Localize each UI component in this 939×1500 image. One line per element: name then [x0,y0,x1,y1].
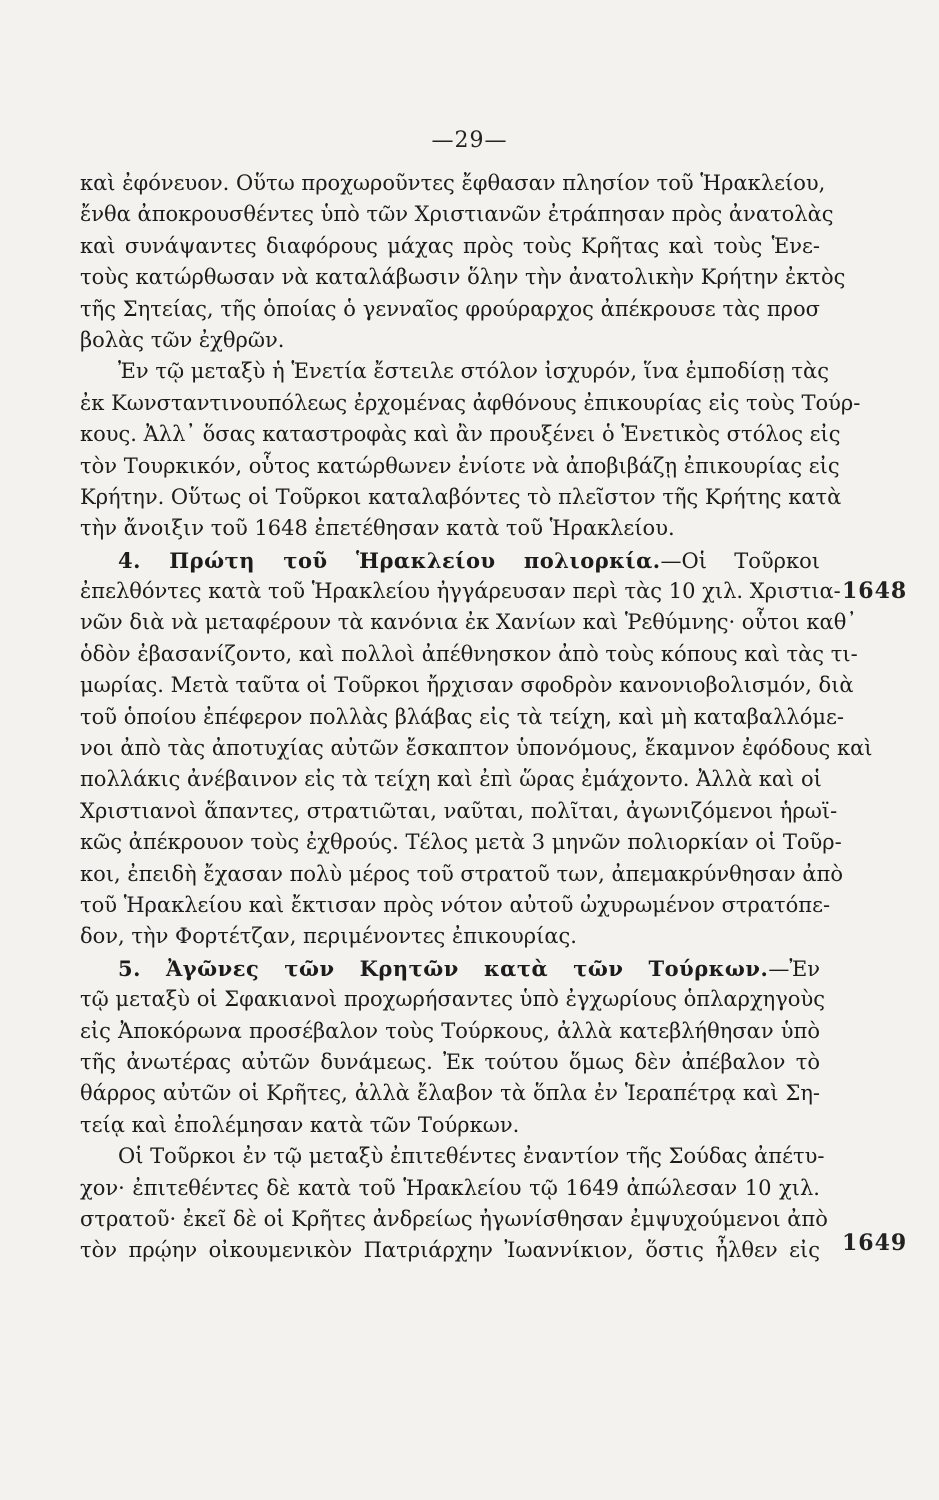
text-line [80,1235,820,1266]
line-text: καὶ ἐφόνευον. Οὕτω προχωροῦντες ἔφθασαν πλησίον τοῦ Ἡρακλείου, [80,171,826,195]
text-line [80,262,846,293]
section-heading-line [80,545,820,576]
margin-year-1648: 1648 [842,578,908,604]
text-line [80,921,820,952]
margin-year-1649: 1649 [842,1230,908,1256]
line-text: τῷ μεταξὺ οἱ Σφακιανοὶ προχωρήσαντες ὑπὸ ἐγχωρίους ὁπλαρχηγοὺς [80,987,825,1012]
text-line [80,231,820,262]
line-text: τὸν Τουρκικόν, οὗτος κατώρθωνεν ἐνίοτε νὰ ἀποβιβάζῃ ἐπικουρίας εἰς [80,453,840,478]
text-line [80,576,841,607]
line-text: τοῦ ὁποίου ἐπέφερον πολλὰς βλάβας εἰς τὰ τείχη, καὶ μὴ καταβαλλόμε- [80,704,844,729]
text-line [80,199,834,230]
line-text: Χριστιανοὶ ἅπαντες, στρατιῶται, ναῦται, πολῖται, ἀγωνιζόμενοι ἡρωϊ- [80,798,838,823]
line-text: κοι, ἐπειδὴ ἔχασαν πολὺ μέρος τοῦ στρατοῦ των, ἀπεμακρύνθησαν ἀπὸ [80,861,843,886]
line-text: —Οἱ Τοῦρκοι [660,548,821,573]
text-line [80,827,842,858]
line-text: μωρίας. Μετὰ ταῦτα οἱ Τοῦρκοι ἤρχισαν σφοδρὸν κανονιοβολισμόν, διὰ [80,673,854,698]
text-line [80,1047,820,1078]
text-line [80,796,838,827]
text-line [80,1204,828,1235]
line-text: βολὰς τῶν ἐχθρῶν. [80,327,285,352]
line-text: ἔνθα ἀποκρουσθέντες ὑπὸ τῶν Χριστιανῶν ἐτράπησαν πρὸς ἀνατολὰς [80,202,834,227]
text-line [80,325,820,356]
text-line [80,1141,825,1172]
text-line [80,482,842,513]
text-line [80,1110,820,1141]
line-text: Ἐν τῷ μεταξὺ ἡ Ἑνετία ἔστειλε στόλον ἰσχυρόν, ἵνα ἐμποδίσῃ τὰς [118,359,829,384]
line-text: κους. Ἀλλ᾽ ὅσας καταστροφὰς καὶ ἂν προυξένει ὁ Ἑνετικὸς στόλος εἰς [80,422,841,447]
text-line [80,388,861,419]
line-text: Οἱ Τοῦρκοι ἐν τῷ μεταξὺ ἐπιτεθέντες ἐναντίον τῆς Σούδας ἀπέτυ- [118,1144,825,1169]
line-text: θάρρος αὐτῶν οἱ Κρῆτες, ἀλλὰ ἔλαβον τὰ ὅπλα ἐν Ἱεραπέτρᾳ καὶ Ση- [80,1081,820,1106]
text-line [80,294,820,325]
line-text: πολλάκις ἀνέβαινον εἰς τὰ τείχη καὶ ἐπὶ ὥρας ἐμάχοντο. Ἀλλὰ καὶ οἱ [80,767,822,792]
text-line [80,859,843,890]
text-line [80,168,826,199]
text-line [80,356,829,387]
text-line [80,1173,820,1204]
line-text: δον, τὴν Φορτέτζαν, περιμένοντες ἐπικουρίας. [80,924,577,949]
text-line [80,607,857,638]
line-text: τείᾳ καὶ ἐπολέμησαν κατὰ τῶν Τούρκων. [80,1112,520,1137]
line-text: εἰς Ἀποκόρωνα προσέβαλον τοὺς Τούρκους, ἀλλὰ κατεβλήθησαν ὑπὸ [80,1018,820,1043]
line-text: καὶ συνάψαντες διαφόρους μάχας πρὸς τοὺς Κρῆτας καὶ τοὺς Ἑνε- [80,233,820,258]
text-line [80,1016,820,1047]
text-line [80,764,820,795]
section-heading: 4. Πρώτη τοῦ Ἡρακλείου πολιορκία. [118,547,661,573]
text-line [80,733,873,764]
line-text: ἐκ Κωνσταντινουπόλεως ἐρχομένας ἀφθόνους ἐπικουρίας εἰς τοὺς Τούρ- [80,390,861,415]
line-text: τοῦ Ἡρακλείου καὶ ἔκτισαν πρὸς νότον αὐτοῦ ὠχυρωμένον στρατόπε- [80,892,831,917]
line-text: τῆς ἀνωτέρας αὐτῶν δυνάμεως. Ἐκ τούτου ὅμως δὲν ἀπέβαλον τὸ [80,1049,820,1074]
line-text: νῶν διὰ νὰ μεταφέρουν τὰ κανόνια ἐκ Χανίων καὶ Ῥεθύμνης· οὗτοι καθ᾽ [80,610,857,635]
text-line [80,513,820,544]
line-text: τοὺς κατώρθωσαν νὰ καταλάβωσιν ὅλην τὴν ἀνατολικὴν Κρήτην ἐκτὸς [80,265,846,290]
line-text: τὸν πρῴην οἰκουμενικὸν Πατριάρχην Ἰωαννίκιον, ὅστις ἦλθεν εἰς [80,1238,820,1263]
body-text [80,168,873,1267]
text-line [80,984,825,1015]
line-text: χον· ἐπιτεθέντες δὲ κατὰ τοῦ Ἡρακλείου τῷ 1649 ἀπώλεσαν 10 χιλ. [80,1175,820,1200]
line-text: ἐπελθόντες κατὰ τοῦ Ἡρακλείου ἠγγάρευσαν περὶ τὰς 10 χιλ. Χριστια- [80,579,841,604]
section-heading-line [80,953,820,984]
line-text: κῶς ἀπέκρουον τοὺς ἐχθρούς. Τέλος μετὰ 3 μηνῶν πολιορκίαν οἱ Τοῦρ- [80,830,842,855]
text-line [80,1078,820,1109]
text-line [80,639,858,670]
page-number: —29— [431,128,508,153]
text-line [80,419,841,450]
line-text: νοι ἀπὸ τὰς ἀποτυχίας αὐτῶν ἔσκαπτον ὑπονόμους, ἔκαμνον ἐφόδους καὶ [80,736,873,761]
line-text: στρατοῦ· ἐκεῖ δὲ οἱ Κρῆτες ἀνδρείως ἠγωνίσθησαν ἐμψυχούμενοι ἀπὸ [80,1206,828,1231]
line-text: Κρήτην. Οὕτως οἱ Τοῦρκοι καταλαβόντες τὸ πλεῖστον τῆς Κρήτης κατὰ [80,484,842,509]
line-text: ὁδὸν ἐβασανίζοντο, καὶ πολλοὶ ἀπέθνησκον ἀπὸ τοὺς κόπους καὶ τὰς τι- [80,641,858,666]
text-line [80,670,854,701]
text-line [80,451,840,482]
text-line [80,890,831,921]
text-line [80,702,844,733]
line-text: τῆς Σητείας, τῆς ὁποίας ὁ γενναῖος φρούραρχος ἀπέκρουσε τὰς προσ [80,296,820,321]
section-heading: 5. Ἀγῶνες τῶν Κρητῶν κατὰ τῶν Τούρκων. [118,955,769,981]
line-text: —Ἐν [768,956,820,981]
line-text: τὴν ἄνοιξιν τοῦ 1648 ἐπετέθησαν κατὰ τοῦ Ἡρακλείου. [80,516,675,541]
